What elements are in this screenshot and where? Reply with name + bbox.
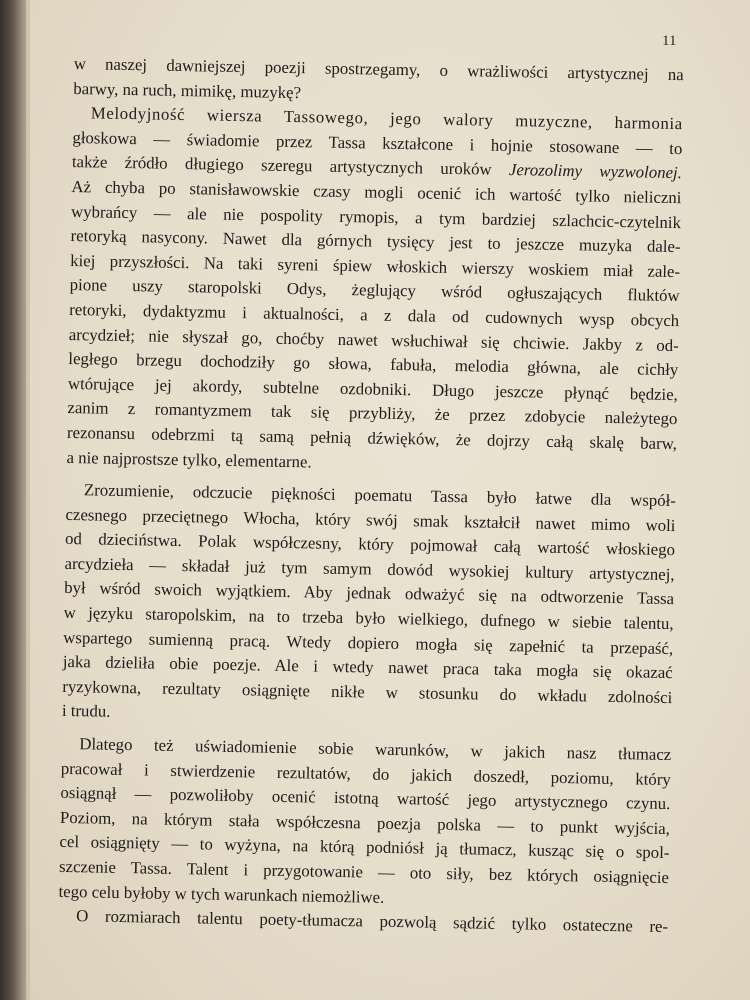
text-line: kiej przyszłości. Na taki syreni śpiew włoskich wierszy woskiem miał zale-	[70, 250, 681, 281]
text-line: arcydzieła — składał już tym samym dowód wysokiej kultury artystycznej,	[64, 553, 675, 584]
text-line: wybrańcy — ale nie pospolity rymopis, a tym bardziej szlachcic-czytelnik	[70, 201, 682, 232]
text-line: pione uszy staropolski Odys, żeglujący wśród ogłuszających fluktów	[69, 275, 680, 306]
text-body	[58, 52, 684, 940]
text-line: Dlatego też uświadomienie sobie warunków, w jakich nasz tłumacz	[79, 734, 672, 765]
text-line: ległego brzegu dochodziły go słowa, fabuła, melodia główna, ale cichły	[68, 349, 679, 380]
text-line: Poziom, na którym stała współczesna poezja polska — to punkt wyjścia,	[59, 807, 671, 838]
text-line: tego celu byłoby w tych warunkach niemożliwe.	[58, 881, 385, 907]
text-line: jaka dzieliła obie poezje. Ale i wtedy nawet praca taka mogła się okazać	[62, 652, 673, 683]
text-line: cel osiągnięty — to wyżyna, na którą podniósł ją tłumacz, kusząc się o spol-	[59, 832, 670, 863]
book-spine	[0, 0, 26, 1000]
text-line: ryzykowna, rezultaty osiągnięte nikłe w stosunku do wkładu zdolności	[62, 676, 673, 707]
text-line: retoryki, dydaktyzmu i aktualności, a z dala od cudownych wysp obcych	[69, 299, 680, 331]
text-line: zanim z romantyzmem tak się przybliży, że przez zdobycie należytego	[67, 398, 678, 429]
paragraph-opening: Melodyjność wiersza Tassowego, jego walory muzyczne, harmonia	[90, 103, 683, 134]
book-page	[30, 0, 750, 1000]
page-number: 11	[662, 33, 677, 49]
text-line: w języku staropolskim, na to trzeba było wielkiego, dufnego w siebie talentu,	[63, 602, 674, 634]
text-line: szczenie Tassa. Talent i przygotowanie — oto siły, bez których osiągnięcie	[58, 856, 670, 888]
text-line: Zrozumienie, odczucie piękności poematu Tassa było łatwe dla współ-	[83, 480, 677, 511]
text-span: także źródło długiego szeregu artystycznych uroków	[71, 152, 492, 180]
text-line: pracował i stwierdzenie rezultatów, do jakich doszedł, poziomu, który	[60, 758, 671, 789]
text-line: barwy, na ruch, mimikę, muzykę?	[73, 78, 302, 102]
text-line: arcydzieł; nie słyszał go, choćby nawet wsłuchiwał się chciwie. Jakby z od-	[68, 324, 679, 355]
text-line: osiągnął — pozwoliłoby ocenić istotną wartość jego artystycznego czynu.	[60, 783, 671, 814]
text-line: retoryką nasycony. Nawet dla górnych tysięcy jest to jeszcze muzyka dale-	[70, 226, 681, 257]
text-line: od dzieciństwa. Polak współczesny, który pojmował całą wartość włoskiego	[64, 529, 676, 560]
text-line: i trudu.	[61, 701, 111, 722]
text-line: O rozmiarach talentu poety-tłumacza pozwolą sądzić tylko ostateczne re-	[75, 906, 669, 937]
text-line: był wśród swoich wyjątkiem. Aby jednak odważyć się na odtworzenie Tassa	[64, 578, 675, 609]
text-line: Aż chyba po stanisławowskie czasy mogli ocenić ich wartość tylko nieliczni	[71, 176, 682, 208]
text-line: rezonansu odebrzmi tą samą pełnią dźwięków, że dojrzy całą skalę barw,	[66, 422, 678, 454]
text-line: wtórujące jej akordy, subtelne ozdobniki. Długo jeszcze płynąć będzie,	[67, 373, 679, 404]
text-line: czesnego przeciętnego Włocha, który swój smak kształcił nawet mimo woli	[65, 504, 676, 535]
text-line: wspartego sumienną pracą. Wtedy dopiero mogła się zapełnić ta przepaść,	[63, 627, 674, 658]
italic-title: Jerozolimy wyzwolonej.	[508, 160, 683, 183]
text-line: a nie najprostsze tylko, elementarne.	[66, 447, 312, 471]
text-line: głoskowa — świadomie przez Tassa kształcone i hojnie stosowane — to	[72, 127, 683, 158]
text-line: w naszej dawniejszej poezji spostrzegamy, o wrażliwości artystycznej na	[73, 53, 684, 85]
